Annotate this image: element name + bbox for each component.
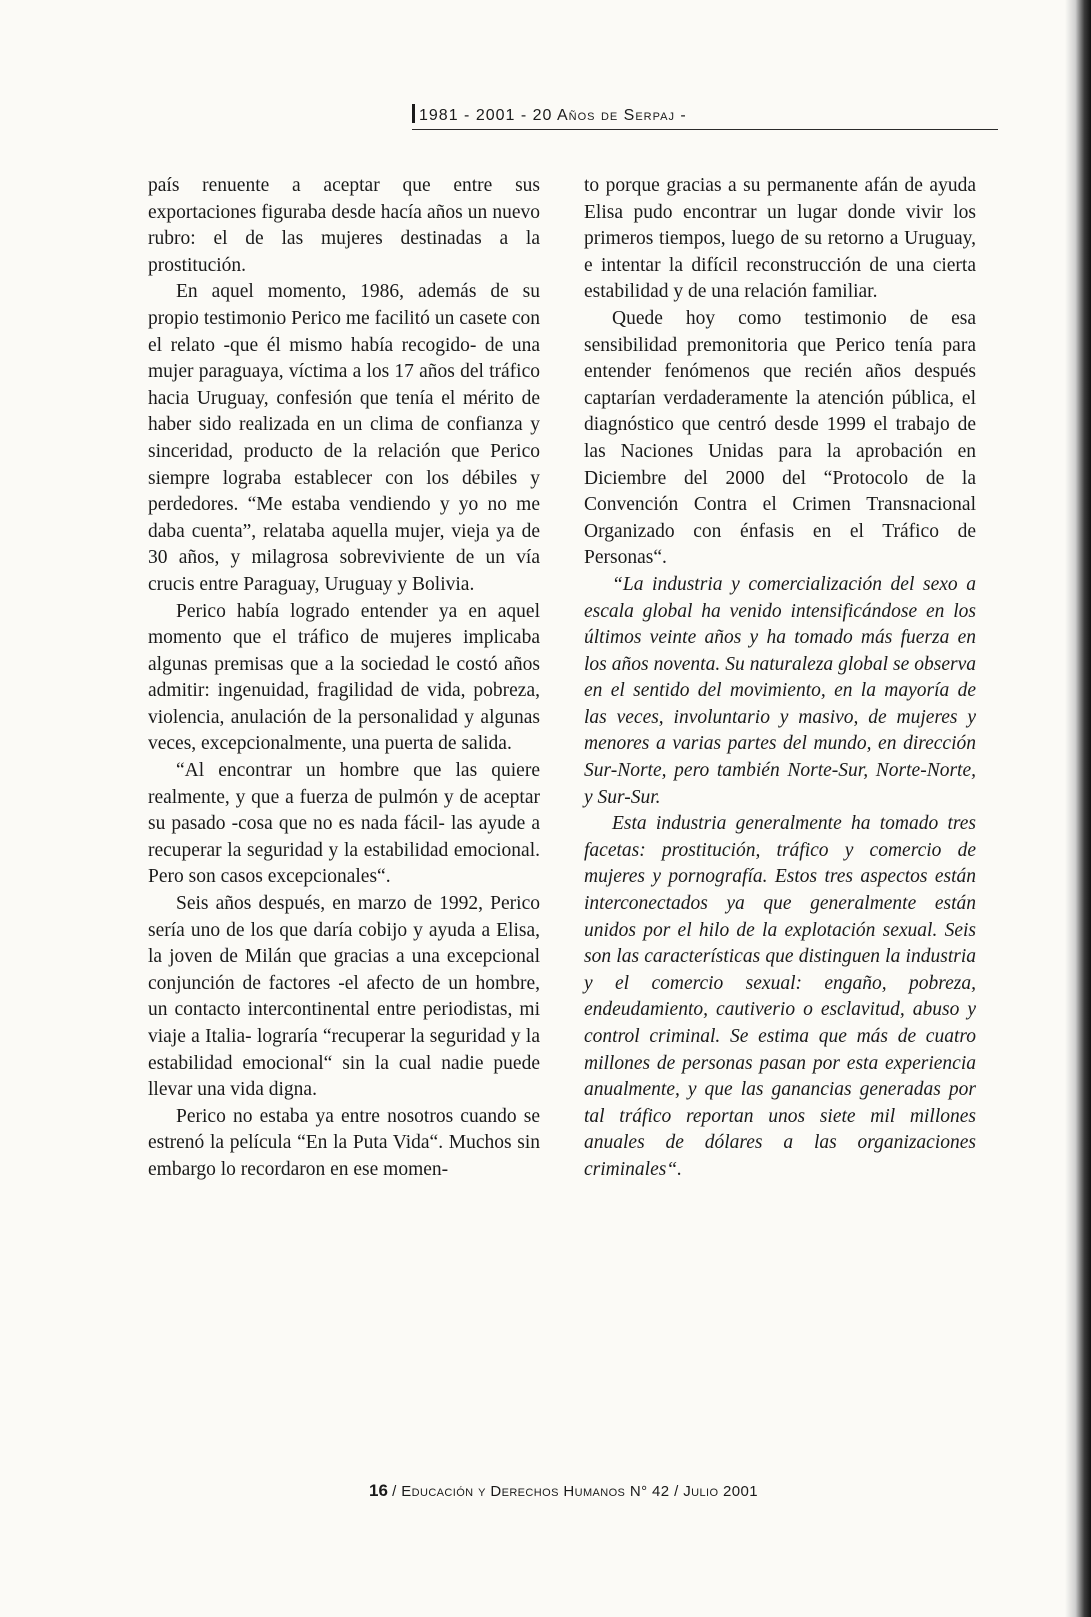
left-paragraph-2: En aquel momento, 1986, además de su propio testimonio Perico me facilitó un casete con el relato -que él mismo había recogido- de una mujer paraguaya, víctima a los 17 años del tráfico hacia Uruguay, confesión que tenía el mérito de haber sido realizada en un clima de confianza y sinceridad, producto de la relación que Perico siempre lograba establecer con los débiles y perdedores. “Me estaba vendiendo y yo no me daba cuenta”, relataba aquella mujer, vieja ya de 30 años, y milagrosa sobreviviente de un vía crucis entre Paraguay, Uruguay y Bolivia. <box>148 281 540 595</box>
right-paragraph-4-quote: Esta industria generalmente ha tomado tres facetas: prostitución, tráfico y comercio de mujeres y pornografía. Estos tres aspectos están interconectados ya que generalmente están unidos por el hilo de la explotación sexual. Seis son las características que distinguen la industria y el comercio sexual: engaño, pobreza, endeudamiento, cautiverio o esclavitud, abuso y control criminal. Se estima que más de cuatro millones de personas pasan por esta experiencia anualmente, y que las ganancias generadas por tal tráfico reportan unos siete mil millones anuales de dólares a las organizaciones criminales“. <box>584 813 976 1180</box>
right-paragraph-1: to porque gracias a su permanente afán de ayuda Elisa pudo encontrar un lugar donde vivir los primeros tiempos, luego de su retorno a Uruguay, e intentar la difícil reconstrucción de una cierta estabilidad y de una relación familiar. <box>584 175 976 303</box>
left-paragraph-5: Seis años después, en marzo de 1992, Perico sería uno de los que daría cobijo y ayuda a Elisa, la joven de Milán que gracias a una excepcional conjunción de factores -el afecto de un hombre, un contacto intercontinental entre periodistas, mi viaje a Italia- lograría “recuperar la seguridad y la estabilidad emocional“ sin la cual nadie puede llevar una vida digna. <box>148 893 540 1101</box>
page-footer <box>369 1481 839 1501</box>
right-paragraph-2: Quede hoy como testimonio de esa sensibilidad premonitoria que Perico tenía para entender fenómenos que recién años después captarían verdaderamente la atención pública, el diagnóstico que centró desde 1999 el trabajo de las Naciones Unidas para la aprobación en Diciembre del 2000 del “Protocolo de la Convención Contra el Crimen Transnacional Organizado con énfasis en el Tráfico de Personas“. <box>584 307 976 569</box>
left-column <box>148 173 540 1184</box>
scan-edge-shadow <box>1065 0 1091 1617</box>
left-paragraph-4: “Al encontrar un hombre que las quiere realmente, y que a fuerza de pulmón y de aceptar su pasado -cosa que no es nada fácil- las ayude a recuperar la seguridad y la estabilidad emocional. Pero son casos excepcionales“. <box>148 760 540 888</box>
header-bar-mark <box>412 104 415 123</box>
right-column <box>584 173 976 1184</box>
left-paragraph-1: país renuente a aceptar que entre sus exportaciones figuraba desde hacía años un nuevo rubro: el de las mujeres destinadas a la prostitución. <box>148 175 540 276</box>
left-paragraph-3: Perico había logrado entender ya en aquel momento que el tráfico de mujeres implicaba algunas premisas que a la sociedad le costó años admitir: ingenuidad, fragilidad de vida, pobreza, violencia, anulación de la personalidad y algunas veces, excepcionalmente, una puerta de salida. <box>148 600 540 755</box>
left-paragraph-6: Perico no estaba ya entre nosotros cuando se estrenó la película “En la Puta Vida“. Muchos sin embargo lo recordaron en ese momen- <box>148 1105 540 1180</box>
header-text: 1981 - 2001 - 20 Años de Serpaj - <box>419 107 687 124</box>
right-paragraph-3-quote: “La industria y comercialización del sexo a escala global ha venido intensificándose en los últimos veinte años y ha tomado más fuerza en los años noventa. Su naturaleza global se observa en el sentido del movimiento, en la mayoría de las veces, involuntario y masivo, de mujeres y menores a varias partes del mundo, en dirección Sur-Norte, pero también Norte-Sur, Norte-Norte, y Sur-Sur. <box>584 573 976 808</box>
page-number: 16 <box>369 1481 388 1500</box>
publication-name: / Educación y Derechos Humanos N° 42 / Julio 2001 <box>392 1483 758 1500</box>
running-header <box>412 103 998 130</box>
